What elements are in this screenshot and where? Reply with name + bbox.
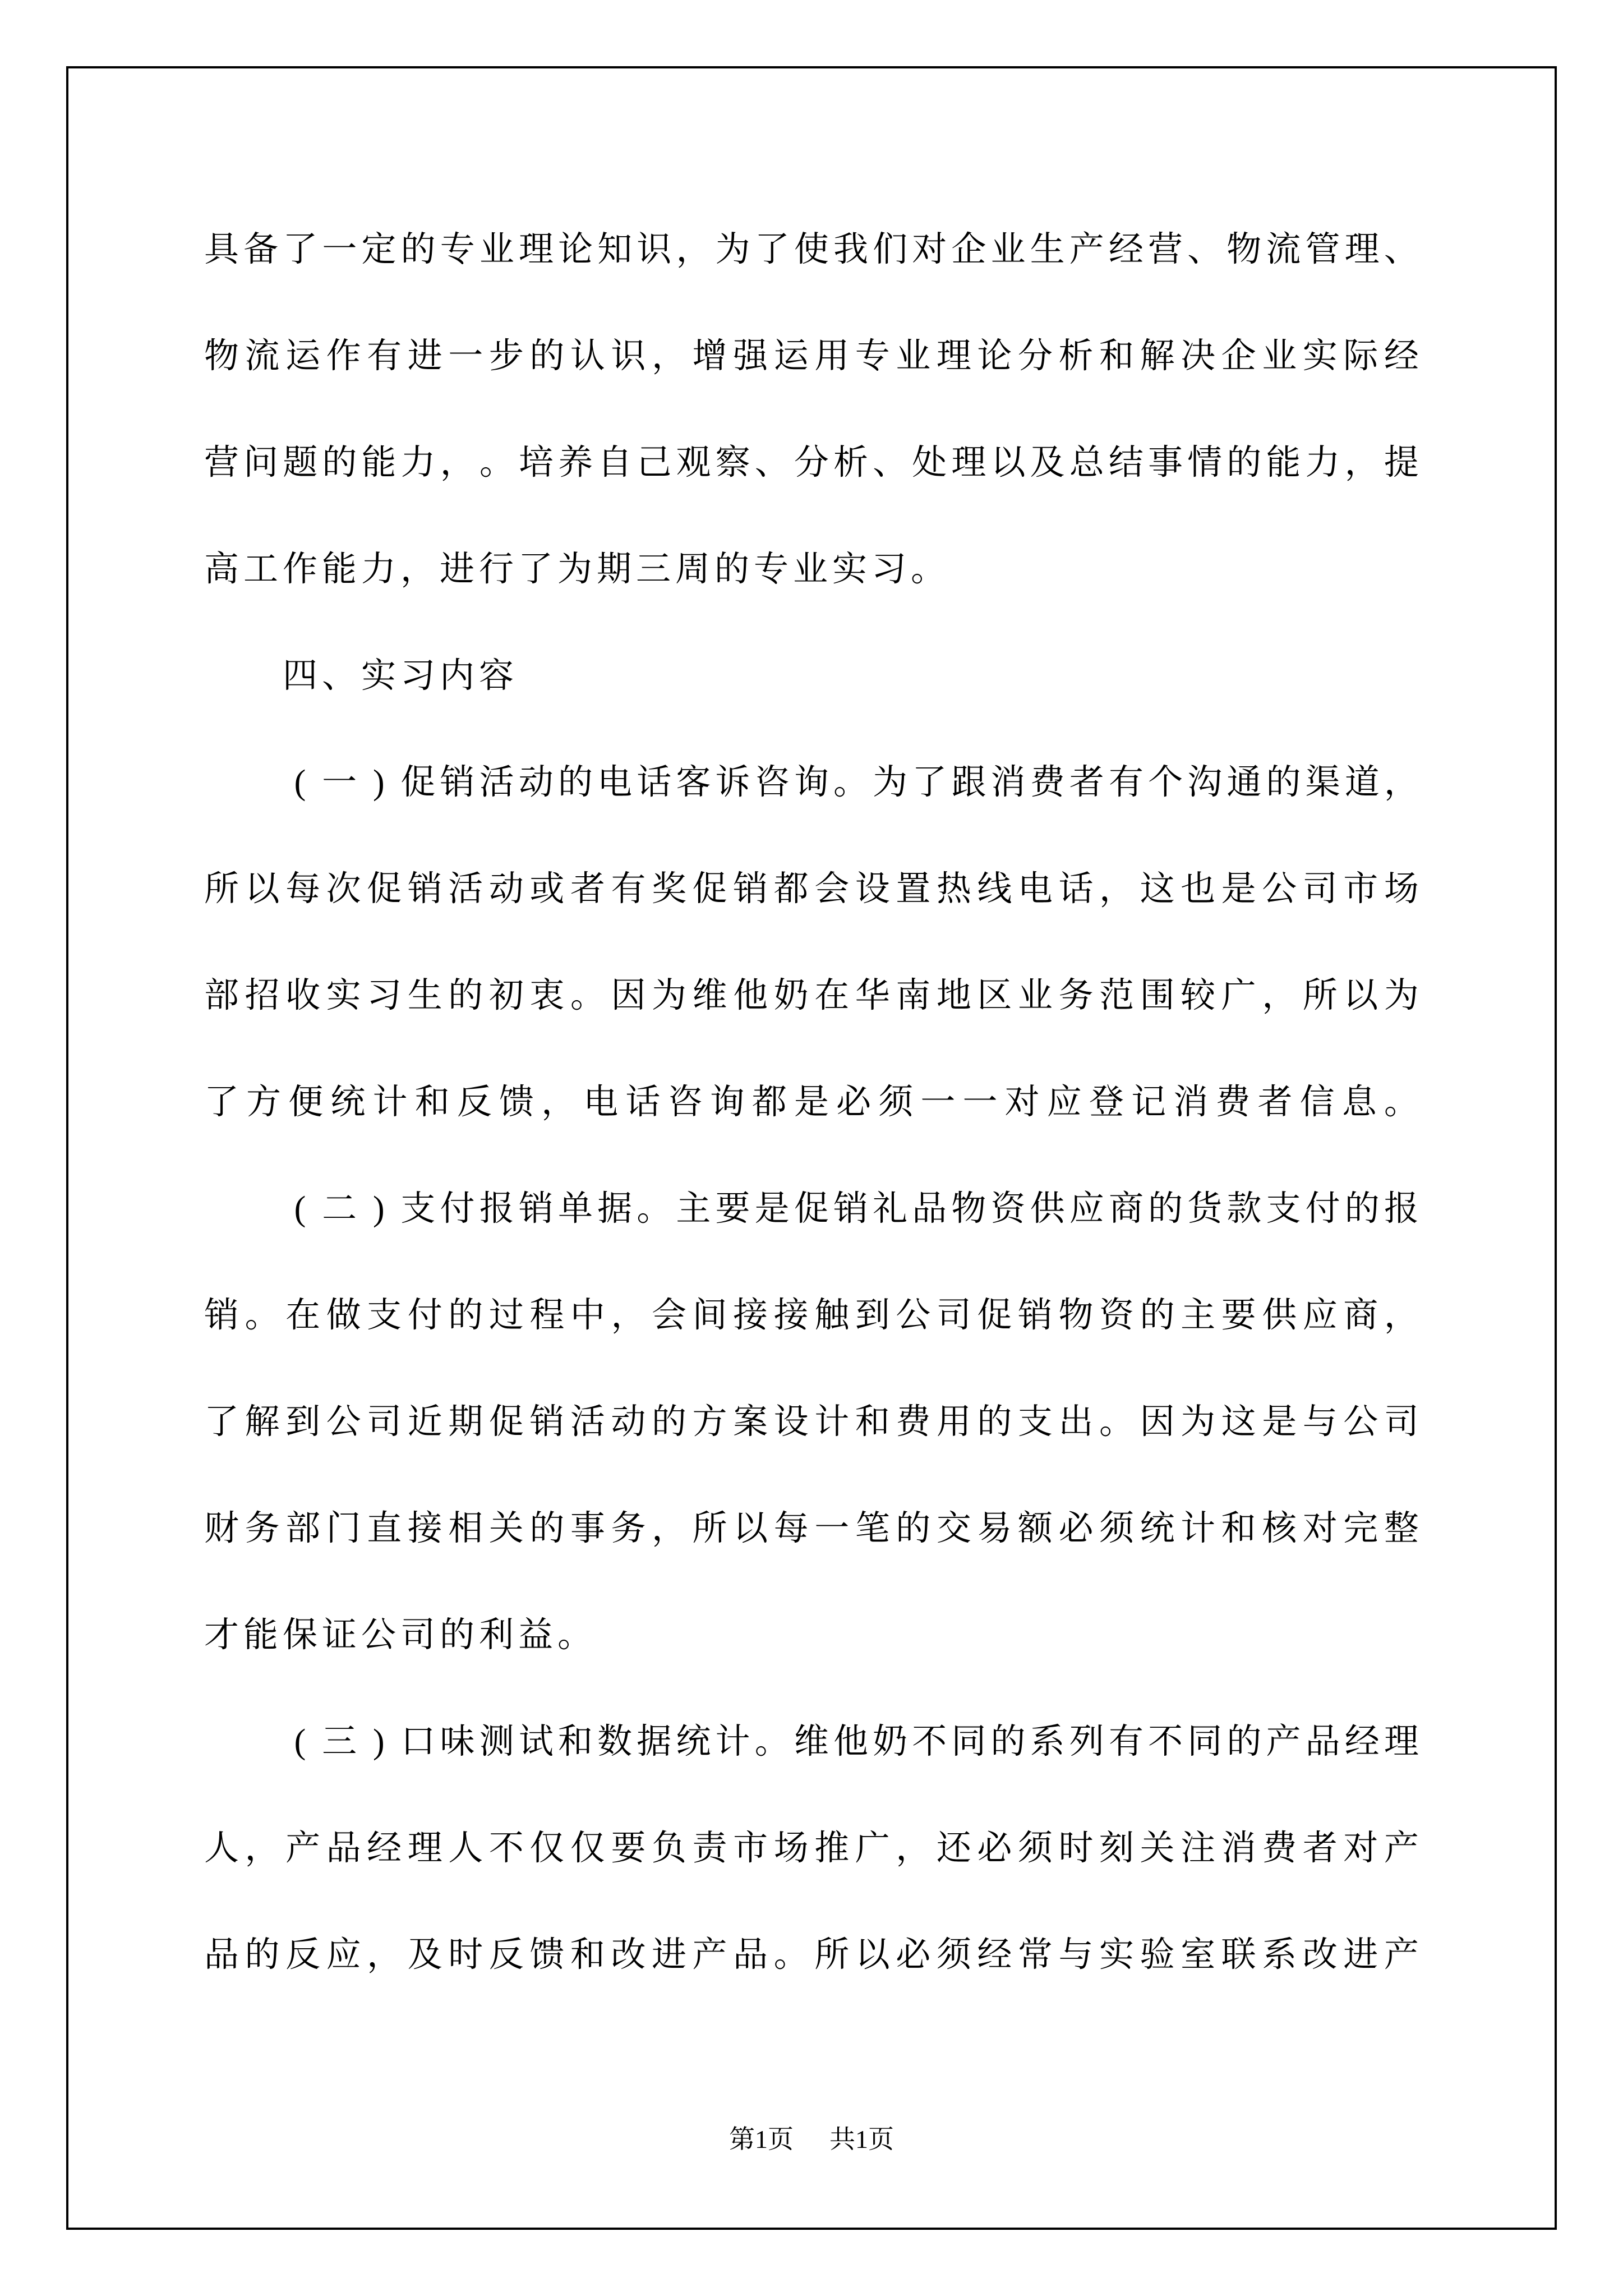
text-line: 才 能 保 证 公 司 的 利 益 。	[204, 1616, 592, 1654]
text-line: ( 二 ) 支 付 报 销 单 据 。 主 要 是 促 销 礼 品 物 资 供 应 商 的 货 款 支 付 的 报	[294, 1190, 1419, 1228]
text-line: 了 方 便 统 计 和 反 馈 ， 电 话 咨 询 都 是 必 须 一 一 对 应 登 记 消 费 者 信 息 。	[204, 1083, 1419, 1121]
text-line: 具 备 了 一 定 的 专 业 理 论 知 识 ， 为 了 使 我 们 对 企 业 生 产 经 营 、 物 流 管 理 、	[204, 231, 1419, 269]
text-line: 部 招 收 实 习 生 的 初 衷 。 因 为 维 他 奶 在 华 南 地 区 业 务 范 围 较 广 ， 所 以 为	[204, 977, 1419, 1015]
text-line: ( 三 ) 口 味 测 试 和 数 据 统 计 。 维 他 奶 不 同 的 系 列 有 不 同 的 产 品 经 理	[294, 1723, 1419, 1761]
text-line: 品 的 反 应 ， 及 时 反 馈 和 改 进 产 品 。 所 以 必 须 经 常 与 实 验 室 联 系 改 进 产	[204, 1936, 1419, 1974]
text-line: ( 一 ) 促 销 活 动 的 电 话 客 诉 咨 询 。 为 了 跟 消 费 者 有 个 沟 通 的 渠 道 ，	[294, 763, 1419, 802]
text-line: 财 务 部 门 直 接 相 关 的 事 务 ， 所 以 每 一 笔 的 交 易 额 必 须 统 计 和 核 对 完 整	[204, 1510, 1419, 1548]
text-line: 所 以 每 次 促 销 活 动 或 者 有 奖 促 销 都 会 设 置 热 线 电 话 ， 这 也 是 公 司 市 场	[204, 870, 1419, 908]
footer-total-pages: 共1页	[829, 2125, 894, 2154]
text-line: 人 ， 产 品 经 理 人 不 仅 仅 要 负 责 市 场 推 广 ， 还 必 须 时 刻 关 注 消 费 者 对 产	[204, 1829, 1419, 1867]
text-line: 四 、 实 习 内 容	[282, 657, 514, 695]
text-line: 销 。 在 做 支 付 的 过 程 中 ， 会 间 接 接 触 到 公 司 促 销 物 资 的 主 要 供 应 商 ，	[204, 1296, 1419, 1335]
text-line: 了 解 到 公 司 近 期 促 销 活 动 的 方 案 设 计 和 费 用 的 支 出 。 因 为 这 是 与 公 司	[204, 1403, 1419, 1441]
text-line: 高 工 作 能 力 ， 进 行 了 为 期 三 周 的 专 业 实 习 。	[204, 550, 946, 588]
text-line: 营 问 题 的 能 力 ， 。 培 养 自 己 观 察 、 分 析 、 处 理 以 及 总 结 事 情 的 能 力 ， 提	[204, 444, 1419, 482]
text-line: 物 流 运 作 有 进 一 步 的 认 识 ， 增 强 运 用 专 业 理 论 分 析 和 解 决 企 业 实 际 经	[204, 337, 1419, 375]
page-border	[66, 66, 1557, 2230]
body-text	[202, 196, 1421, 2008]
page-footer	[68, 2124, 1555, 2155]
footer-page-number: 第1页	[729, 2125, 794, 2154]
